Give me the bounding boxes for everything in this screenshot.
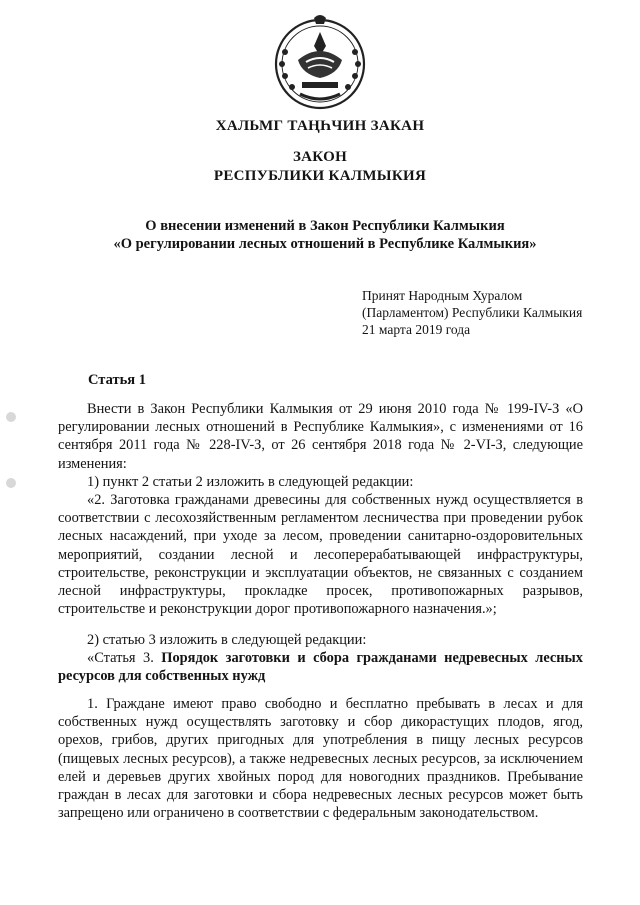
- law-title: ЗАКОН: [292, 149, 348, 165]
- coat-of-arms-emblem: [270, 12, 370, 112]
- punch-hole-mark: [6, 478, 16, 488]
- amendment-item-1: 1) пункт 2 статьи 2 изложить в следующей редакции:: [87, 474, 414, 490]
- new-article-3-heading: [58, 649, 583, 685]
- republic-title: РЕСПУБЛИКИ КАЛМЫКИЯ: [213, 168, 427, 184]
- article-intro-paragraph: Внести в Закон Республики Калмыкия от 29 июня 2010 года № 199-IV-З «О регулировании лесных отношений в Республике Калмыкия», с изменениями от 16 сентября 2011 года № 228-IV-З, от 26 сентября 2018 года № 2-VI-З, следующие изменения:: [58, 401, 583, 472]
- new-article-3-prefix: «Статья 3.: [87, 650, 154, 666]
- punch-hole-mark: [6, 412, 16, 422]
- adoption-note-line2: (Парламентом) Республики Калмыкия: [362, 305, 583, 320]
- law-subtitle-line2: «О регулировании лесных отношений в Республике Калмыкия»: [113, 236, 537, 252]
- kalmyk-law-title: ХАЛЬМГ ТАҢҺЧИН ЗАКАН: [215, 118, 425, 134]
- article-heading: Статья 1: [88, 372, 146, 388]
- article-3-paragraph-1: 1. Граждане имеют право свободно и бесплатно пребывать в лесах и для собственных нужд осуществлять заготовку и сбор дикорастущих плодов, ягод, орехов, грибов, других пригодных для употребления в пищу лесных ресурсов (пищевых лесных ресурсов), а также недревесных лесных ресурсов, за исключением елей и деревьев других хвойных пород для новогодних праздников. Пребывание граждан в лесах для заготовки и сбора недревесных лесных ресурсов может быть запрещено или ограничено в соответствии с федеральным законодательством.: [58, 696, 583, 822]
- amendment-item-2: 2) статью 3 изложить в следующей редакции:: [87, 632, 367, 648]
- new-article-3-title: Порядок заготовки и сбора гражданами недревесных лесных ресурсов для собственных нужд: [58, 650, 583, 685]
- amendment-item-1-text: «2. Заготовка гражданами древесины для собственных нужд осуществляется в соответствии с лесохозяйственным регламентом лесничества при проведении рубок лесных насаждений, при уходе за лесом, проведении санитарно-оздоровительных мероприятий, создании лесной и лесоперерабатывающей инфраструктуры, строительстве, реконструкции и эксплуатации объектов, не связанных с созданием лесной инфраструктуры, прокладке просек, противопожарных разрывов, строительстве и реконструкции дорог противопожарного назначения.»;: [58, 492, 583, 618]
- adoption-date: 21 марта 2019 года: [362, 322, 471, 337]
- law-subtitle-line1: О внесении изменений в Закон Республики Калмыкия: [145, 218, 505, 234]
- adoption-note-line1: Принят Народным Хуралом: [362, 288, 523, 303]
